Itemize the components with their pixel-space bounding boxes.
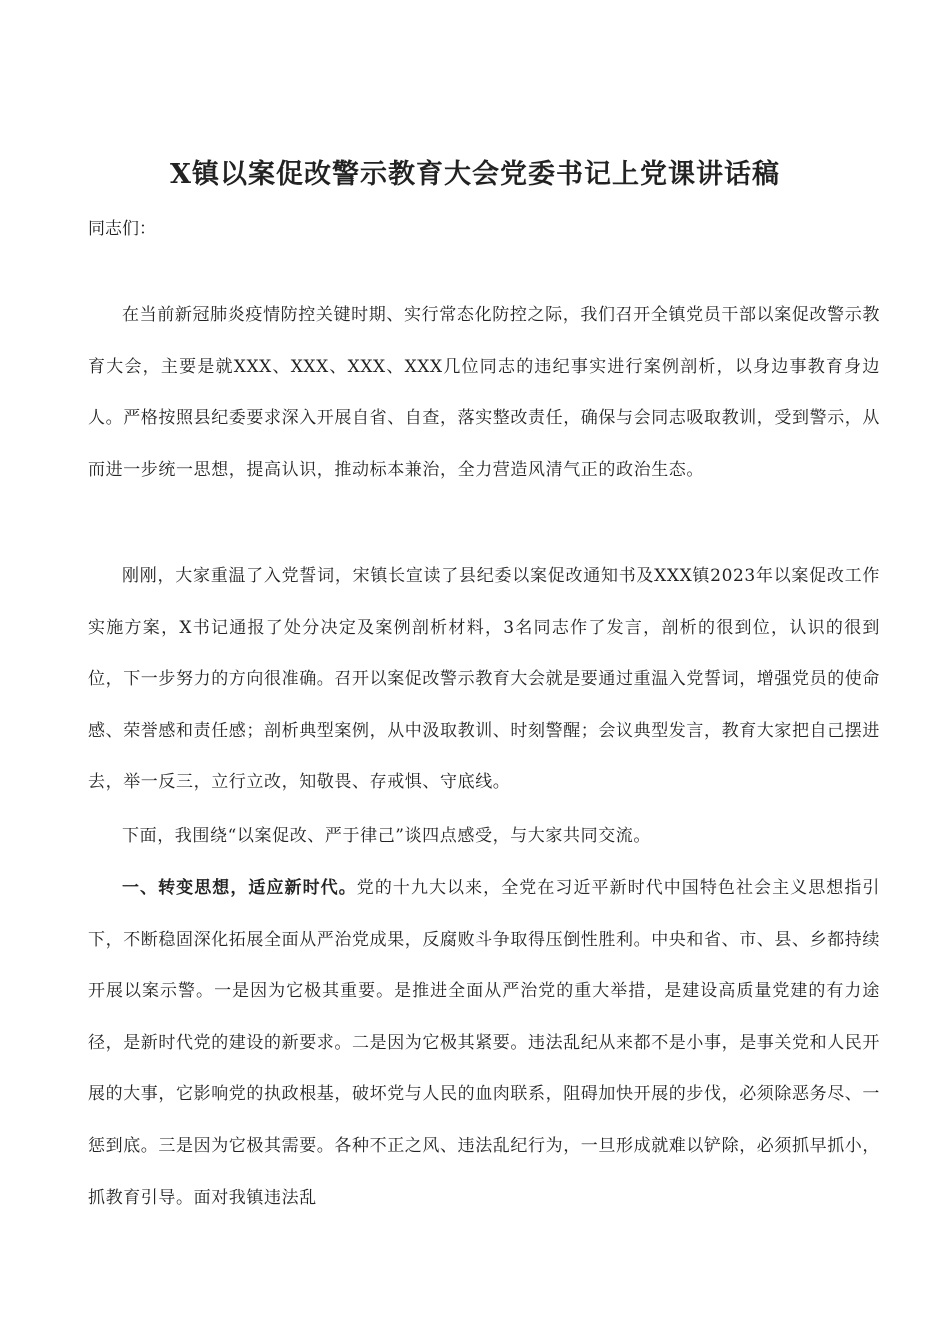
salutation: 同志们： — [88, 219, 156, 239]
section-one-body: 党的十九大以来，全党在习近平新时代中国特色社会主义思想指引下，不断稳固深化拓展全面从严治党成果，反腐败斗争取得压倒性胜利。中央和省、市、县、乡都持续开展以案示警。一是因为它极其重要。是推进全面从严治党的重大举措，是建设高质量党建的有力途径，是新时代党的建设的新要求。二是因为它极其紧要。违法乱纪从来都不是小事，是事关党和人民开展的大事，它影响党的执政根基，破坏党与人民的血肉联系，阻碍加快开展的步伐，必须除恶务尽、一惩到底。三是因为它极其需要。各种不正之风、违法乱纪行为，一旦形成就难以铲除，必须抓早抓小，抓教育引导。面对我镇违法乱 — [88, 878, 880, 1208]
document-title: X镇以案促改警示教育大会党委书记上党课讲话稿 — [170, 159, 780, 190]
paragraph-section-one — [88, 863, 880, 1224]
paragraph-transition: 下面，我围绕“以案促改、严于律己”谈四点感受，与大家共同交流。 — [122, 826, 651, 846]
paragraph-intro: 在当前新冠肺炎疫情防控关键时期、实行常态化防控之际，我们召开全镇党员干部以案促改警示教育大会，主要是就XXX、XXX、XXX、XXX几位同志的违纪事实进行案例剖析，以身边事教育身边人。严格按照县纪委要求深入开展自省、自查，落实整改责任，确保与会同志吸取教训，受到警示，从而进一步统一思想，提高认识，推动标本兼治，全力营造风清气正的政治生态。 — [88, 305, 880, 480]
section-one-heading: 一、转变思想，适应新时代。 — [122, 878, 357, 898]
paragraph-meeting-review: 刚刚，大家重温了入党誓词，宋镇长宣读了县纪委以案促改通知书及XXX镇2023年以案促改工作实施方案，X书记通报了处分决定及案例剖析材料，3名同志作了发言，剖析的很到位，认识的很到位，下一步努力的方向很准确。召开以案促改警示教育大会就是要通过重温入党誓词，增强党员的使命感、荣誉感和责任感；剖析典型案例，从中汲取教训、时刻警醒；会议典型发言，教育大家把自己摆进去，举一反三，立行立改，知敬畏、存戒惧、守底线。 — [88, 566, 880, 793]
